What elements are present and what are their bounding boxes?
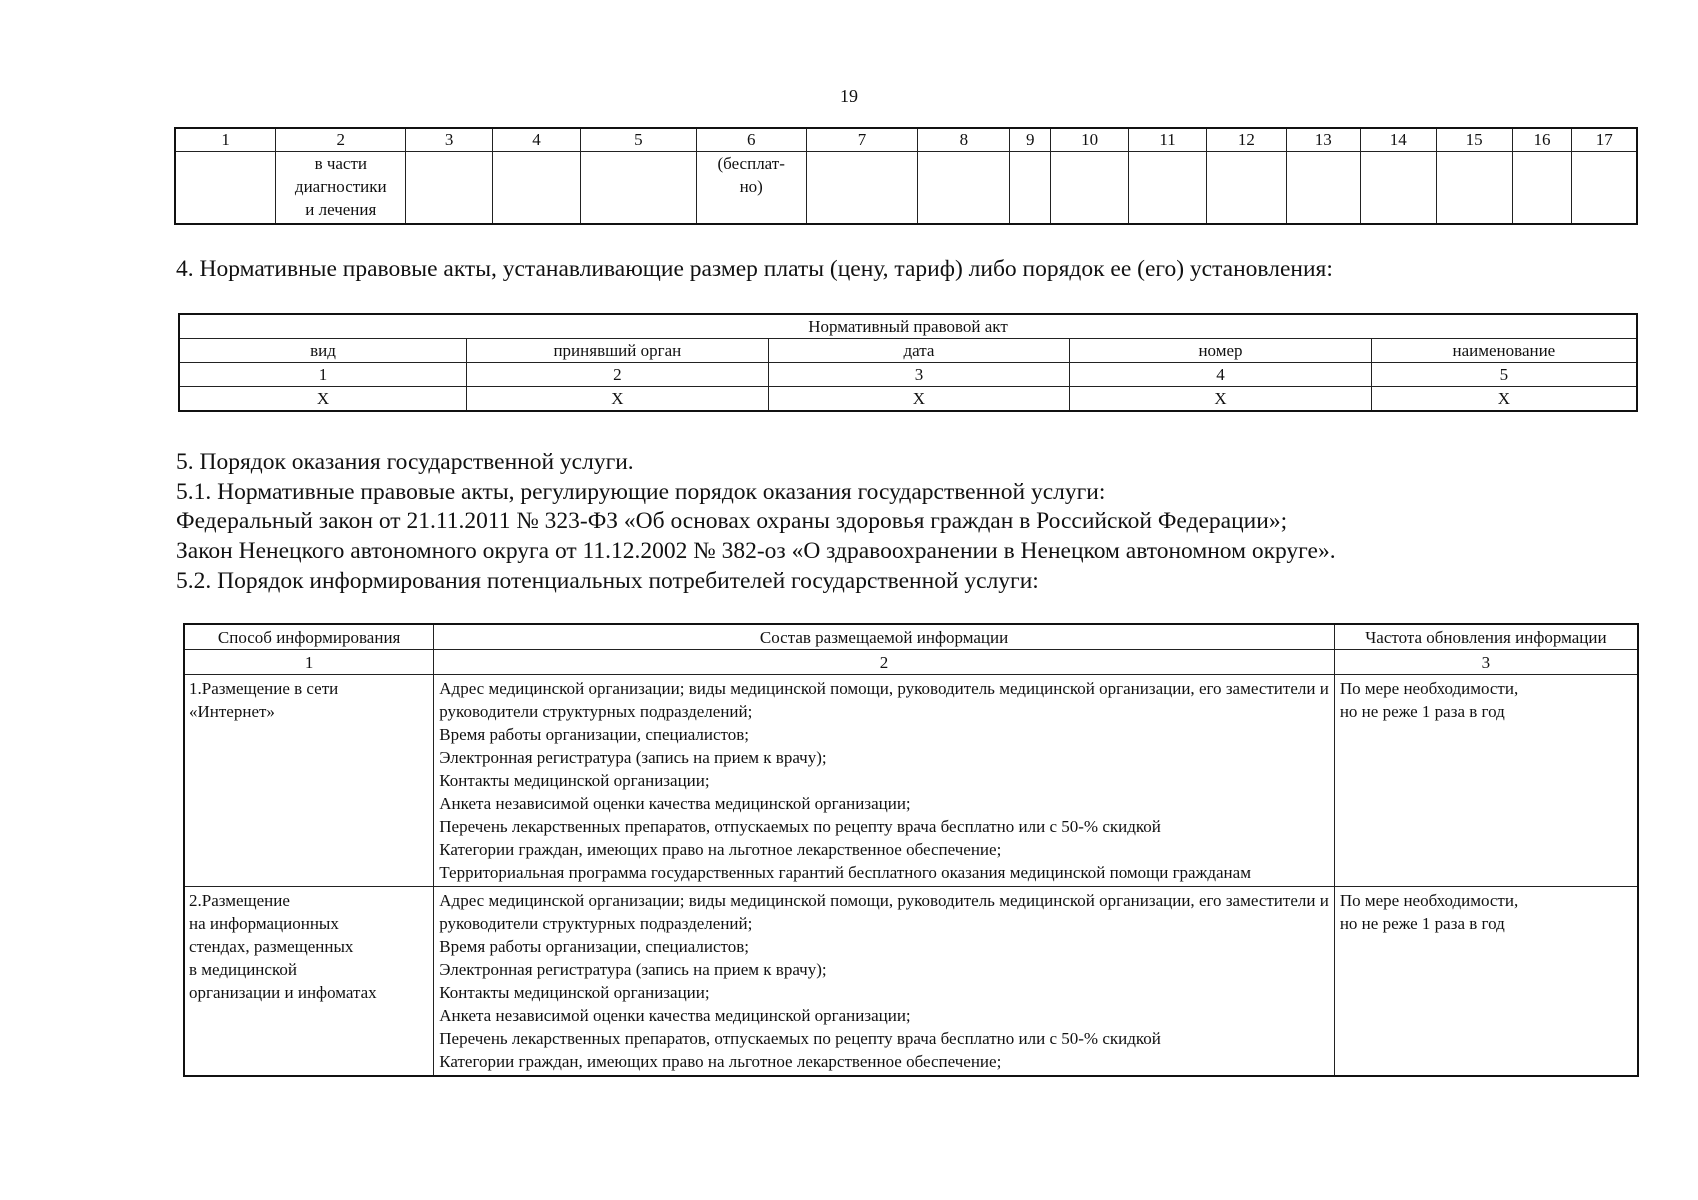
- cell-line: Электронная регистратура (запись на прием к врачу);: [439, 960, 827, 979]
- table-row: [184, 650, 1638, 675]
- column-header: Состав размещаемой информации: [434, 624, 1335, 650]
- cell-line: на информационных: [189, 914, 339, 933]
- method-cell: [184, 887, 434, 1077]
- cell-line: но не реже 1 раза в год: [1339, 914, 1505, 933]
- table-cell-payment: [696, 152, 806, 225]
- cell-line: (бесплат-: [717, 154, 785, 173]
- cell-line: в медицинской: [189, 960, 297, 979]
- table-cell: Х: [179, 387, 467, 412]
- table-cell: [493, 152, 581, 225]
- column-number: 3: [406, 128, 493, 152]
- table-row: [184, 675, 1638, 887]
- table-cell: [1010, 152, 1051, 225]
- column-number: 6: [696, 128, 806, 152]
- table-cell: [806, 152, 918, 225]
- section-5-2-heading: 5.2. Порядок информирования потенциальных потребителей государственной услуги:: [176, 568, 1039, 594]
- table-row: [175, 152, 1637, 225]
- table-header-row: [179, 339, 1637, 363]
- column-header: Частота обновления информации: [1334, 624, 1638, 650]
- cell-line: организации и инфоматах: [189, 983, 377, 1002]
- column-header: Способ информирования: [184, 624, 434, 650]
- normative-acts-table: [178, 313, 1638, 412]
- table-cell-scope: [276, 152, 406, 225]
- column-number: 2: [434, 650, 1335, 675]
- cell-line: стендах, размещенных: [189, 937, 354, 956]
- column-number: 4: [493, 128, 581, 152]
- column-number: 8: [918, 128, 1010, 152]
- cell-line: в части: [314, 154, 368, 173]
- cell-line: Адрес медицинской организации; виды медицинской помощи, руководитель медицинской организации, его заместители и руководители структурных подразделений;: [439, 891, 1329, 933]
- cell-line: Анкета независимой оценки качества медицинской организации;: [439, 1006, 911, 1025]
- federal-law-line: Федеральный закон от 21.11.2011 № 323-ФЗ «Об основах охраны здоровья граждан в Российской Федерации»;: [176, 508, 1288, 534]
- cell-line: Территориальная программа государственных гарантий бесплатного оказания медицинской помощи гражданам: [439, 863, 1251, 882]
- cell-line: диагностики: [294, 177, 387, 196]
- table-cell: [175, 152, 276, 225]
- table-cell: Х: [768, 387, 1070, 412]
- table-cell: [918, 152, 1010, 225]
- table-cell: [1206, 152, 1286, 225]
- cell-line: Время работы организации, специалистов;: [439, 725, 749, 744]
- cell-line: Электронная регистратура (запись на прием к врачу);: [439, 748, 827, 767]
- column-number: 7: [806, 128, 918, 152]
- cell-line: Контакты медицинской организации;: [439, 983, 710, 1002]
- column-number: 11: [1129, 128, 1207, 152]
- cell-line: «Интернет»: [189, 702, 275, 721]
- cell-line: и лечения: [305, 200, 377, 219]
- cell-line: По мере необходимости,: [1339, 679, 1519, 698]
- cell-line: Адрес медицинской организации; виды медицинской помощи, руководитель медицинской организации, его заместители и руководители структурных подразделений;: [439, 679, 1329, 721]
- column-number: 2: [467, 363, 769, 387]
- section-4-heading: 4. Нормативные правовые акты, устанавливающие размер платы (цену, тариф) либо порядок ее (его) установления:: [176, 256, 1333, 282]
- column-number: 12: [1206, 128, 1286, 152]
- content-cell: [434, 887, 1335, 1077]
- table-cell: Х: [1371, 387, 1637, 412]
- section-5-heading: 5. Порядок оказания государственной услуги.: [176, 449, 634, 475]
- column-number: 17: [1572, 128, 1637, 152]
- table-cell: Х: [467, 387, 769, 412]
- column-number: 1: [175, 128, 276, 152]
- column-number: 5: [1371, 363, 1637, 387]
- content-cell: [434, 675, 1335, 887]
- frequency-cell: [1334, 675, 1638, 887]
- column-number: 3: [768, 363, 1070, 387]
- column-number: 10: [1051, 128, 1129, 152]
- cell-line: Перечень лекарственных препаратов, отпускаемых по рецепту врача бесплатно или с 50-% скидкой: [439, 817, 1161, 836]
- table-header-row: [175, 128, 1637, 152]
- column-header: принявший орган: [467, 339, 769, 363]
- table-cell: [1572, 152, 1637, 225]
- column-number: 3: [1334, 650, 1638, 675]
- column-number: 15: [1436, 128, 1512, 152]
- table-row: [179, 387, 1637, 412]
- table-row: [179, 363, 1637, 387]
- cell-line: Анкета независимой оценки качества медицинской организации;: [439, 794, 911, 813]
- table-cell: [580, 152, 696, 225]
- table-cell: [1286, 152, 1360, 225]
- table-cell: [1436, 152, 1512, 225]
- table-cell: [1512, 152, 1572, 225]
- table-cell: [406, 152, 493, 225]
- column-number: 2: [276, 128, 406, 152]
- cell-line: Перечень лекарственных препаратов, отпускаемых по рецепту врача бесплатно или с 50-% скидкой: [439, 1029, 1161, 1048]
- table-caption: Нормативный правовой акт: [179, 314, 1637, 339]
- column-header: наименование: [1371, 339, 1637, 363]
- table-cell: Х: [1070, 387, 1372, 412]
- column-header: номер: [1070, 339, 1372, 363]
- column-number: 14: [1360, 128, 1436, 152]
- method-cell: [184, 675, 434, 887]
- table-header-row: [184, 624, 1638, 650]
- cell-line: 1.Размещение в сети: [189, 679, 339, 698]
- continuation-table: [174, 127, 1638, 225]
- cell-line: но): [739, 177, 763, 196]
- column-header: дата: [768, 339, 1070, 363]
- regional-law-line: Закон Ненецкого автономного округа от 11.12.2002 № 382-оз «О здравоохранении в Ненецком автономном округе».: [176, 538, 1336, 564]
- column-header: вид: [179, 339, 467, 363]
- cell-line: Категории граждан, имеющих право на льготное лекарственное обеспечение;: [439, 1052, 1002, 1071]
- frequency-cell: [1334, 887, 1638, 1077]
- column-number: 9: [1010, 128, 1051, 152]
- cell-line: Контакты медицинской организации;: [439, 771, 710, 790]
- table-cell: [1129, 152, 1207, 225]
- cell-line: По мере необходимости,: [1339, 891, 1519, 910]
- cell-line: Категории граждан, имеющих право на льготное лекарственное обеспечение;: [439, 840, 1002, 859]
- cell-line: Время работы организации, специалистов;: [439, 937, 749, 956]
- column-number: 5: [580, 128, 696, 152]
- column-number: 4: [1070, 363, 1372, 387]
- column-number: 13: [1286, 128, 1360, 152]
- section-5-1-heading: 5.1. Нормативные правовые акты, регулирующие порядок оказания государственной услуги:: [176, 479, 1106, 505]
- column-number: 1: [179, 363, 467, 387]
- column-number: 1: [184, 650, 434, 675]
- table-row: [184, 887, 1638, 1077]
- cell-line: но не реже 1 раза в год: [1339, 702, 1505, 721]
- informing-table: [183, 623, 1639, 1077]
- table-cell: [1051, 152, 1129, 225]
- cell-line: 2.Размещение: [189, 891, 290, 910]
- table-cell: [1360, 152, 1436, 225]
- column-number: 16: [1512, 128, 1572, 152]
- page-number: 19: [840, 86, 858, 106]
